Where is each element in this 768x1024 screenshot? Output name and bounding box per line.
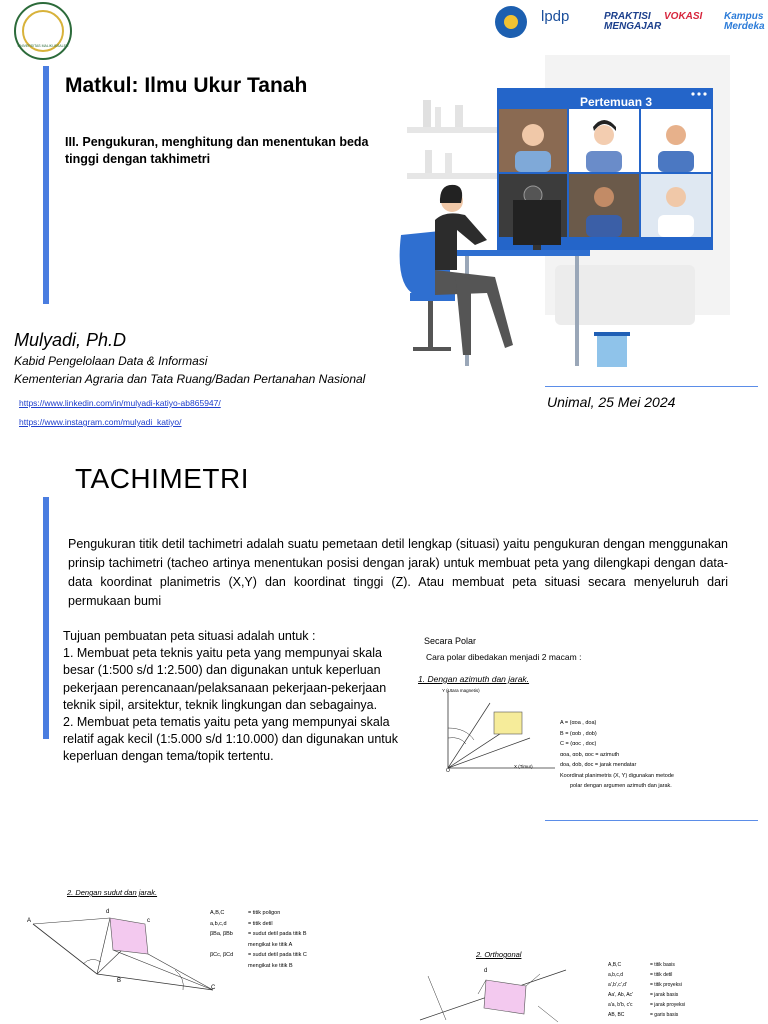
legend-desc: = jarak proyeksi (650, 1002, 686, 1008)
kampus-merdeka-logo (724, 12, 766, 32)
praktisi-mengajar-text: PRAKTISI MENGAJAR (604, 11, 662, 32)
method2-heading: 2. Dengan sudut dan jarak. (67, 888, 158, 897)
legend-row (210, 908, 340, 919)
legend-row (210, 950, 340, 971)
linkedin-link[interactable]: https://www.linkedin.com/in/mulyadi-katiyo-ab865947/ (19, 398, 221, 408)
point-label-B: B (117, 978, 122, 984)
section-title: TACHIMETRI (75, 463, 250, 494)
polar-legend-line: Koordinat planimetris (X, Y) digunakan metode (560, 772, 674, 779)
slide2-accent-bar (43, 497, 49, 739)
lpdp-logo (541, 8, 570, 25)
legend-term: A,B,C (608, 962, 622, 968)
polar-legend-line: A = (αoa , doa) (560, 720, 597, 726)
goal-item: 2. Membuat peta tematis yaitu peta yang mempunyai skala relatif agak kecil (1:5.000 s/d 1:10.000) dan digunakan untuk keperluan dengan tema/topik tertentu. (63, 715, 398, 764)
divider-line (545, 820, 758, 821)
polar-method1: 1. Dengan azimuth dan jarak. (418, 674, 530, 684)
legend-desc: = titik detil (248, 920, 273, 927)
point-label-A: A (27, 918, 32, 924)
legend-desc: = sudut detil pada titik C mengikat ke titik B (248, 952, 307, 969)
praktisi-mengajar-logo (604, 11, 662, 32)
point-label-d: d (106, 909, 110, 915)
polar-diagram (430, 688, 560, 774)
polar-legend-line: doa, dob, doc = jarak mendatar (560, 762, 637, 768)
meeting-banner: Pertemuan 3 (580, 95, 653, 109)
lpdp-logo-text: lpdp (541, 8, 570, 25)
orthogonal-method-panel (418, 944, 763, 1024)
angle-distance-method-panel (25, 882, 345, 1024)
orthogonal-legend (608, 960, 758, 1020)
legend-row (210, 919, 340, 930)
legend-row (608, 960, 758, 970)
orthogonal-heading: 2. Orthogonal (476, 950, 522, 959)
legend-desc: = garis basis (650, 1012, 679, 1018)
course-title: Matkul: Ilmu Ukur Tanah (65, 74, 308, 97)
legend-desc: = sudut detil pada titik B mengikat ke titik A (248, 931, 307, 948)
polar-legend-line: B = (αob , dob) (560, 730, 597, 737)
polar-legend (560, 718, 760, 792)
legend-term: βBa, βBb (210, 931, 233, 937)
author-role: Kabid Pengelolaan Data & Informasi (14, 354, 208, 368)
kampus-merdeka-text: Kampus Merdeka (724, 11, 765, 32)
university-logo (14, 2, 72, 60)
angle-distance-diagram (25, 900, 215, 1024)
legend-term: Aa', Ab, Ac' (608, 992, 633, 998)
polar-legend-line: C = (αoc , doc) (560, 741, 597, 747)
legend-desc: = titik basis (650, 962, 675, 968)
orthogonal-diagram (418, 966, 568, 1024)
video-tile (499, 109, 567, 172)
point-label-d: d (484, 968, 488, 974)
polar-origin-label: O (446, 768, 450, 774)
polar-x-axis-label: X (Timur) (514, 764, 533, 769)
lecture-subtitle: III. Pengukuran, menghitung dan menentukan beda tinggi dengan takhimetri (65, 135, 369, 166)
video-tile (641, 109, 711, 172)
instagram-link[interactable]: https://www.instagram.com/mulyadi_katiyo/ (19, 417, 182, 427)
polar-intro: Cara polar dibedakan menjadi 2 macam : (426, 652, 582, 662)
legend-term: a,b,c,d (608, 972, 624, 978)
legend-term: a'a, b'b, c'c (608, 1002, 633, 1008)
video-tile (569, 174, 639, 237)
legend-row (608, 1010, 758, 1020)
online-meeting-illustration (395, 55, 740, 375)
point-label-c: c (147, 918, 150, 924)
legend-row (210, 929, 340, 950)
angle-distance-legend (210, 908, 340, 971)
vokasi-logo (664, 12, 712, 22)
goals-heading: Tujuan pembuatan peta situasi adalah untuk : (63, 629, 316, 643)
legend-row (608, 1000, 758, 1010)
video-tile (569, 109, 639, 172)
presentation-date: Unimal, 25 Mei 2024 (547, 394, 676, 410)
legend-term: a',b',c',d' (608, 982, 627, 988)
video-tile (641, 174, 711, 237)
author-name: Mulyadi, Ph.D (14, 330, 127, 350)
legend-desc: = titik proyeksi (650, 982, 682, 988)
legend-desc: = jarak basis (650, 992, 679, 998)
polar-legend-line: polar dengan argumen azimuth dan jarak. (570, 783, 672, 789)
author-institution: Kementerian Agraria dan Tata Ruang/Badan Pertanahan Nasional (14, 372, 366, 386)
kemdikbud-logo (495, 6, 527, 38)
point-label-C: C (211, 985, 216, 991)
slide1-accent-bar (43, 66, 49, 304)
legend-term: A,B,C (210, 910, 225, 916)
legend-row (608, 980, 758, 990)
legend-desc: = titik detil (650, 972, 673, 978)
polar-y-axis-label: Y (Utara magnetis) (442, 688, 480, 693)
goals-list (63, 628, 398, 766)
divider-line (545, 386, 758, 387)
vokasi-text: VOKASI (664, 11, 703, 22)
legend-row (608, 970, 758, 980)
legend-desc: = titik poligon (248, 910, 281, 916)
legend-term: a,b,c,d (210, 920, 227, 927)
goal-item: 1. Membuat peta teknis yaitu peta yang mempunyai skala besar (1:500 s/d 1:2.500) dan digunakan untuk keperluan pekerjaan perencanaan/pelaksanaan pekerjaan-pekerjaan teknik sipil, arsitektur, teknik lingkungan dan sebagainya. (63, 646, 387, 712)
university-logo-text: UNIVERSITAS MALIKUSSALEH (17, 44, 69, 48)
legend-term: AB, BC (608, 1012, 625, 1018)
definition-paragraph: Pengukuran titik detil tachimetri adalah suatu pemetaan detil lengkap (situasi) yaitu pengukuran dengan menggunakan prinsip tachimetri (tacheo artinya menentukan posisi dengan jarak) untuk membuat peta yang dilengkapi dengan data-data koordinat planimetris (X,Y) dan koordinat tinggi (Z). Atau membuat peta situasi secara menyeluruh dari permukaan bumi (68, 537, 728, 608)
polar-legend-line: αoa, αob, αoc = azimuth (560, 751, 620, 758)
polar-heading: Secara Polar (424, 636, 477, 646)
polar-method-panel (412, 630, 762, 789)
legend-row (608, 990, 758, 1000)
legend-term: βCc, βCd (210, 952, 234, 958)
